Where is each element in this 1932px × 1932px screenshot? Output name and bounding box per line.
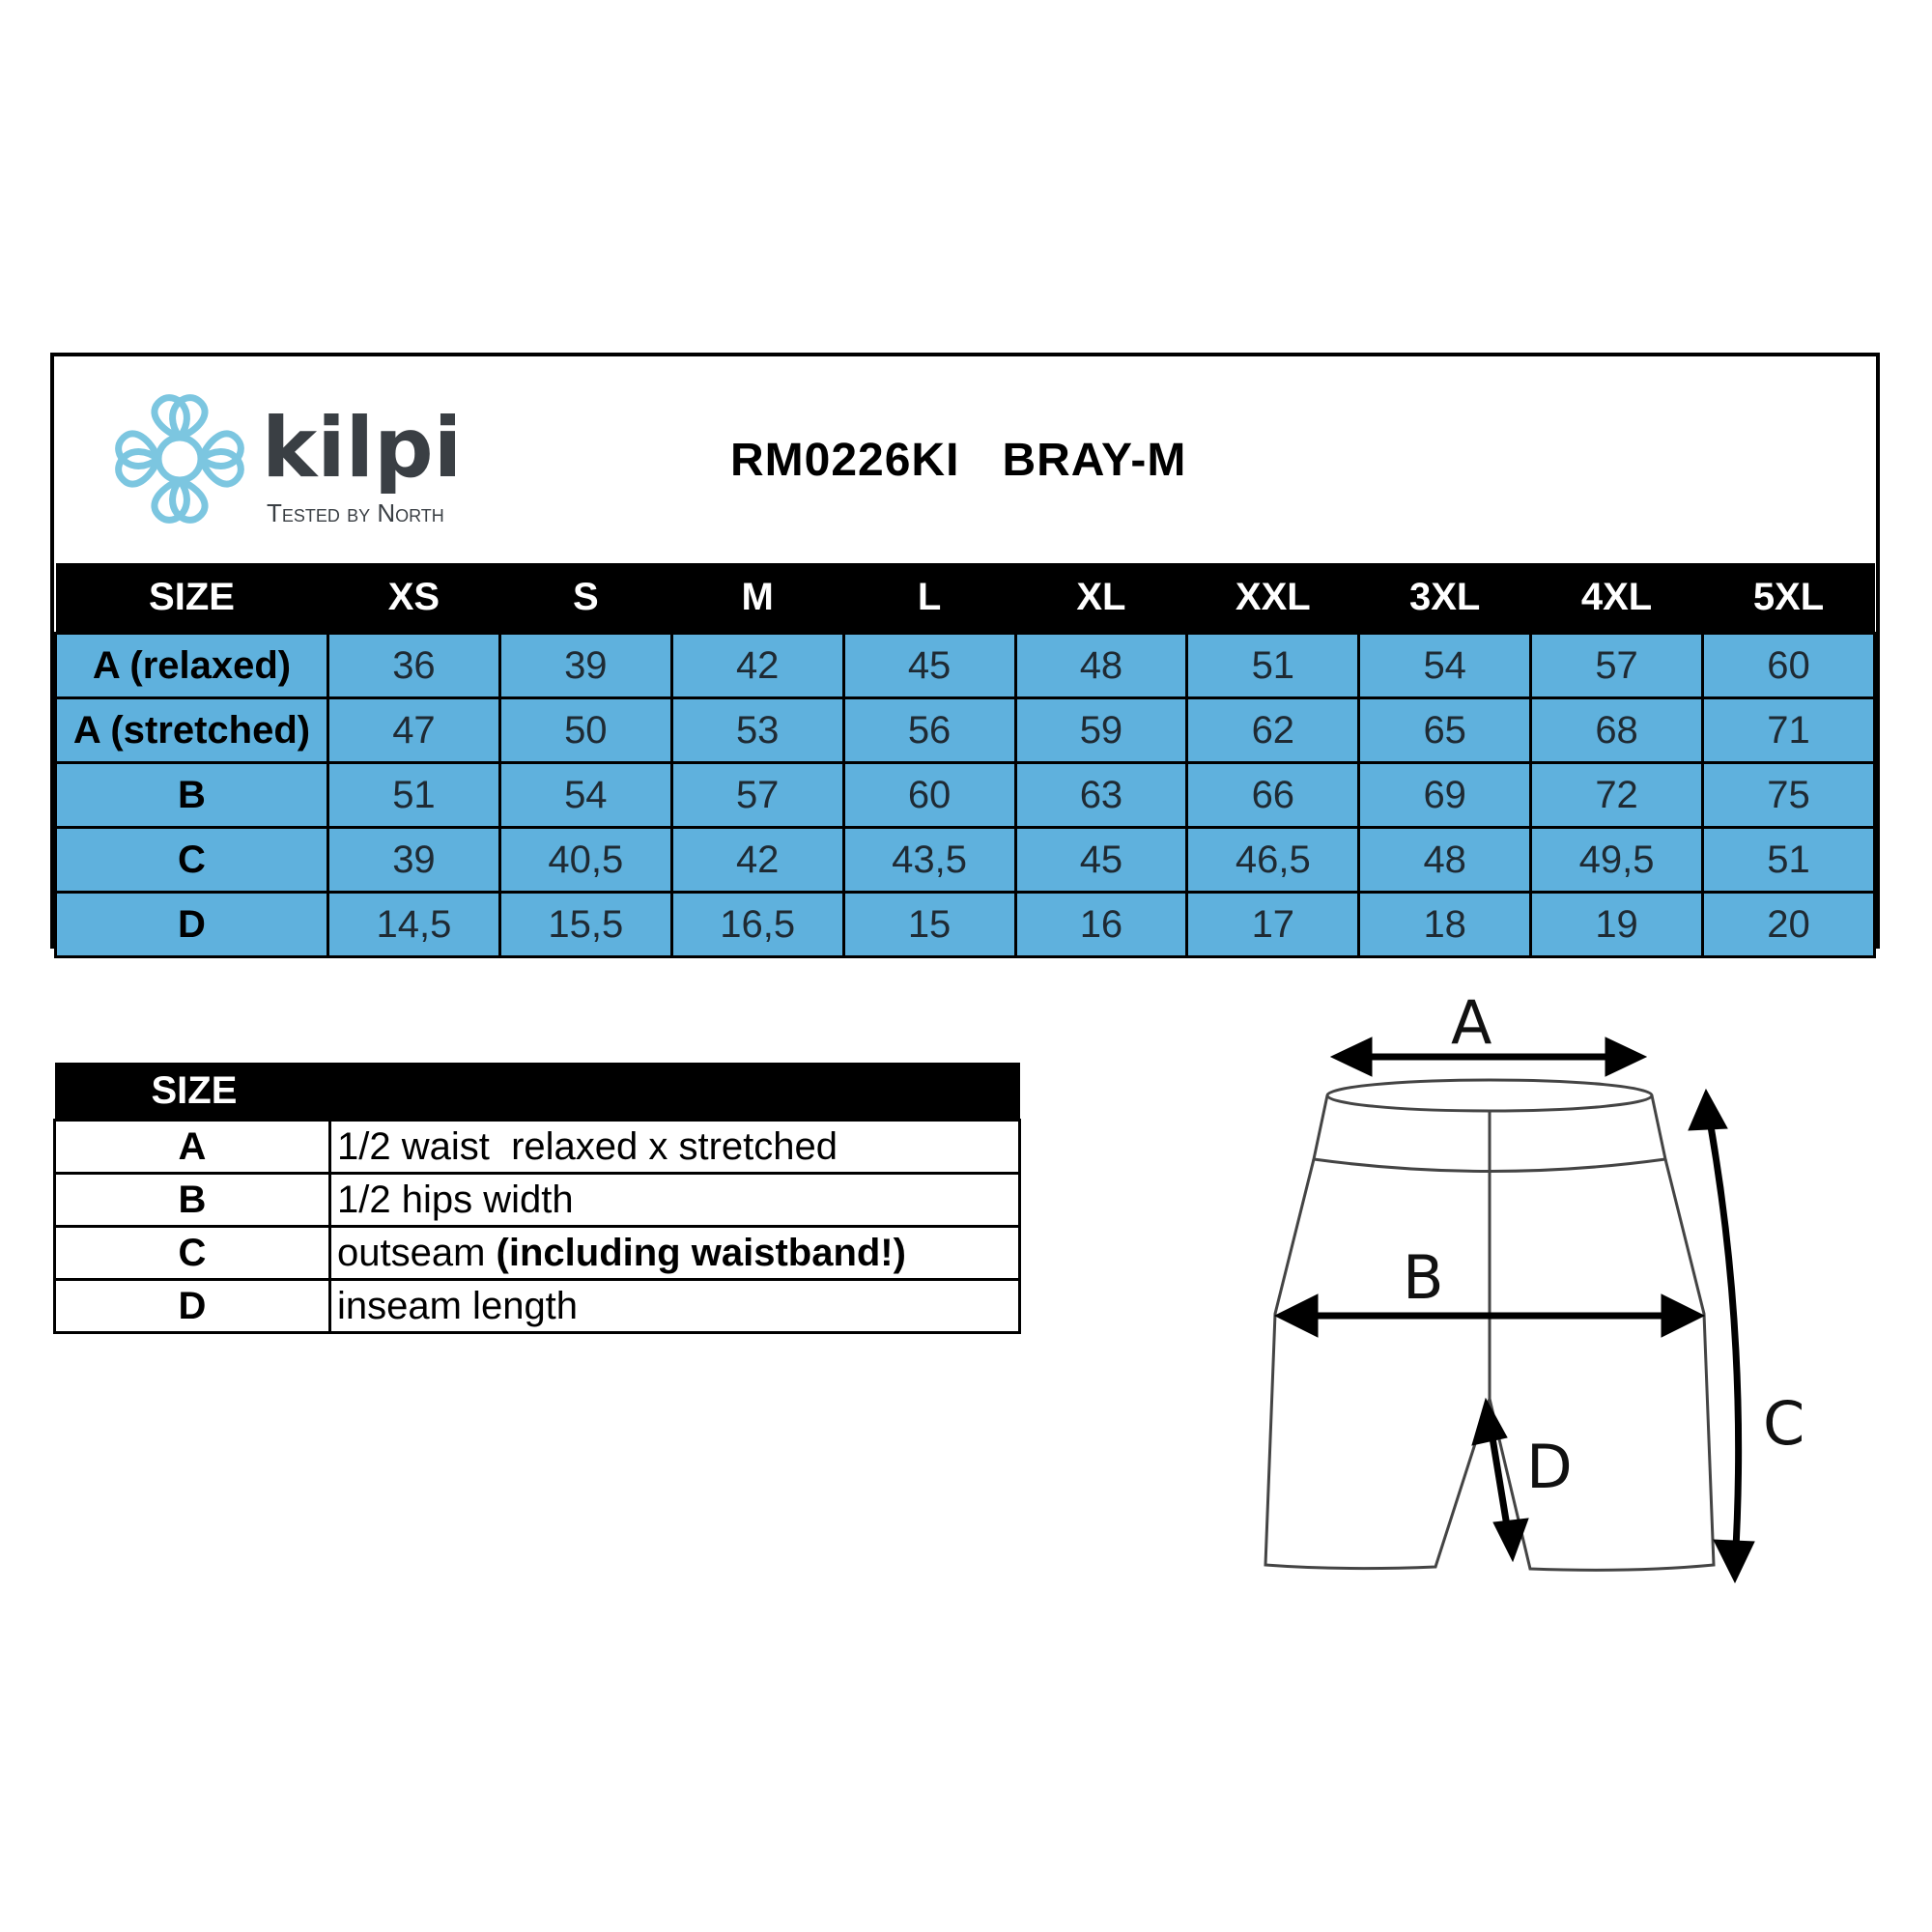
size-value-cell: 20 (1703, 893, 1875, 957)
arrow-a-left-head (1331, 1037, 1372, 1076)
size-value-cell: 39 (328, 828, 500, 893)
legend-row (55, 1174, 1020, 1227)
legend-header-label: SIZE (55, 1063, 330, 1121)
legend-letter: B (55, 1174, 330, 1227)
label-c: C (1763, 1388, 1805, 1459)
brand-tagline: Tested by North (267, 498, 444, 527)
size-value-cell: 39 (499, 634, 671, 698)
brand-name: kilpi (262, 400, 463, 497)
size-value-cell: 46,5 (1187, 828, 1359, 893)
size-header-cell: 4XL (1531, 563, 1703, 634)
size-row-label: C (56, 828, 328, 893)
size-row (56, 893, 1875, 957)
size-value-cell: 18 (1359, 893, 1531, 957)
legend-letter: C (55, 1227, 330, 1280)
label-b: B (1403, 1242, 1444, 1313)
shorts-outline (1265, 1080, 1714, 1570)
size-value-cell: 48 (1359, 828, 1531, 893)
legend-description (330, 1121, 1020, 1174)
legend-row (55, 1227, 1020, 1280)
size-header-cell: L (843, 563, 1015, 634)
arrow-c (1710, 1121, 1739, 1565)
size-value-cell: 75 (1703, 763, 1875, 828)
knot-icon (119, 398, 242, 521)
shorts-diagram (1236, 976, 1855, 1594)
size-value-cell: 48 (1015, 634, 1187, 698)
size-value-cell: 50 (499, 698, 671, 763)
size-header-cell: 5XL (1703, 563, 1875, 634)
label-d: D (1526, 1432, 1573, 1502)
size-value-cell: 42 (671, 634, 843, 698)
legend-header-row (55, 1063, 1020, 1121)
size-value-cell: 65 (1359, 698, 1531, 763)
kilpi-logo (102, 382, 527, 536)
legend-letter: D (55, 1280, 330, 1333)
legend-description (330, 1280, 1020, 1333)
legend-header-empty (330, 1063, 1020, 1121)
legend-description (330, 1174, 1020, 1227)
arrow-d-top-head (1472, 1399, 1507, 1445)
size-value-cell: 62 (1187, 698, 1359, 763)
size-header-row (56, 563, 1875, 634)
size-row (56, 763, 1875, 828)
size-value-cell: 60 (1703, 634, 1875, 698)
size-value-cell: 59 (1015, 698, 1187, 763)
arrow-b-right-head (1662, 1294, 1704, 1337)
size-value-cell: 53 (671, 698, 843, 763)
size-value-cell: 51 (1187, 634, 1359, 698)
measure-labels (1403, 987, 1804, 1502)
product-code: RM0226KI (730, 435, 960, 486)
size-chart (50, 353, 1880, 949)
size-value-cell: 51 (328, 763, 500, 828)
size-value-cell: 57 (671, 763, 843, 828)
size-value-cell: 60 (843, 763, 1015, 828)
size-table (54, 563, 1876, 958)
size-value-cell: 15,5 (499, 893, 671, 957)
product-name: BRAY-M (1002, 435, 1187, 486)
size-value-cell: 57 (1531, 634, 1703, 698)
size-row (56, 698, 1875, 763)
arrow-c-top-head (1689, 1090, 1727, 1130)
size-value-cell: 36 (328, 634, 500, 698)
arrow-b-left-head (1275, 1294, 1318, 1337)
size-value-cell: 47 (328, 698, 500, 763)
size-row-label: A (relaxed) (56, 634, 328, 698)
legend-row (55, 1280, 1020, 1333)
size-value-cell: 42 (671, 828, 843, 893)
size-value-cell: 63 (1015, 763, 1187, 828)
size-value-cell: 19 (1531, 893, 1703, 957)
size-header-cell: XXL (1187, 563, 1359, 634)
size-value-cell: 71 (1703, 698, 1875, 763)
legend-row (55, 1121, 1020, 1174)
size-header-cell: XS (328, 563, 500, 634)
size-value-cell: 54 (1359, 634, 1531, 698)
size-row-label: A (stretched) (56, 698, 328, 763)
label-a: A (1451, 987, 1492, 1058)
size-header-cell: S (499, 563, 671, 634)
size-value-cell: 17 (1187, 893, 1359, 957)
size-value-cell: 51 (1703, 828, 1875, 893)
size-row (56, 828, 1875, 893)
size-value-cell: 49,5 (1531, 828, 1703, 893)
size-value-cell: 68 (1531, 698, 1703, 763)
size-row-label: D (56, 893, 328, 957)
legend-text: 1/2 hips width (337, 1178, 574, 1221)
size-value-cell: 16,5 (671, 893, 843, 957)
legend-table (53, 1063, 1021, 1334)
size-row (56, 634, 1875, 698)
size-value-cell: 15 (843, 893, 1015, 957)
size-value-cell: 40,5 (499, 828, 671, 893)
size-value-cell: 45 (843, 634, 1015, 698)
size-value-cell: 45 (1015, 828, 1187, 893)
size-value-cell: 69 (1359, 763, 1531, 828)
size-header-cell: XL (1015, 563, 1187, 634)
size-header-label: SIZE (56, 563, 328, 634)
size-value-cell: 16 (1015, 893, 1187, 957)
size-value-cell: 56 (843, 698, 1015, 763)
size-header-cell: M (671, 563, 843, 634)
size-header-cell: 3XL (1359, 563, 1531, 634)
legend-emphasis: (including waistband!) (496, 1231, 906, 1274)
chart-header (54, 356, 1876, 563)
size-value-cell: 43,5 (843, 828, 1015, 893)
legend-letter: A (55, 1121, 330, 1174)
product-title (730, 434, 1229, 487)
size-row-label: B (56, 763, 328, 828)
waistband-top (1327, 1080, 1652, 1111)
size-value-cell: 14,5 (328, 893, 500, 957)
size-value-cell: 54 (499, 763, 671, 828)
arrow-a-right-head (1605, 1037, 1646, 1076)
legend-text: inseam length (337, 1284, 579, 1327)
arrow-c-bottom-head (1714, 1540, 1754, 1582)
size-value-cell: 72 (1531, 763, 1703, 828)
legend-text: outseam (337, 1231, 497, 1274)
size-value-cell: 66 (1187, 763, 1359, 828)
legend-description (330, 1227, 1020, 1280)
legend-text: 1/2 waist relaxed x stretched (337, 1124, 838, 1168)
